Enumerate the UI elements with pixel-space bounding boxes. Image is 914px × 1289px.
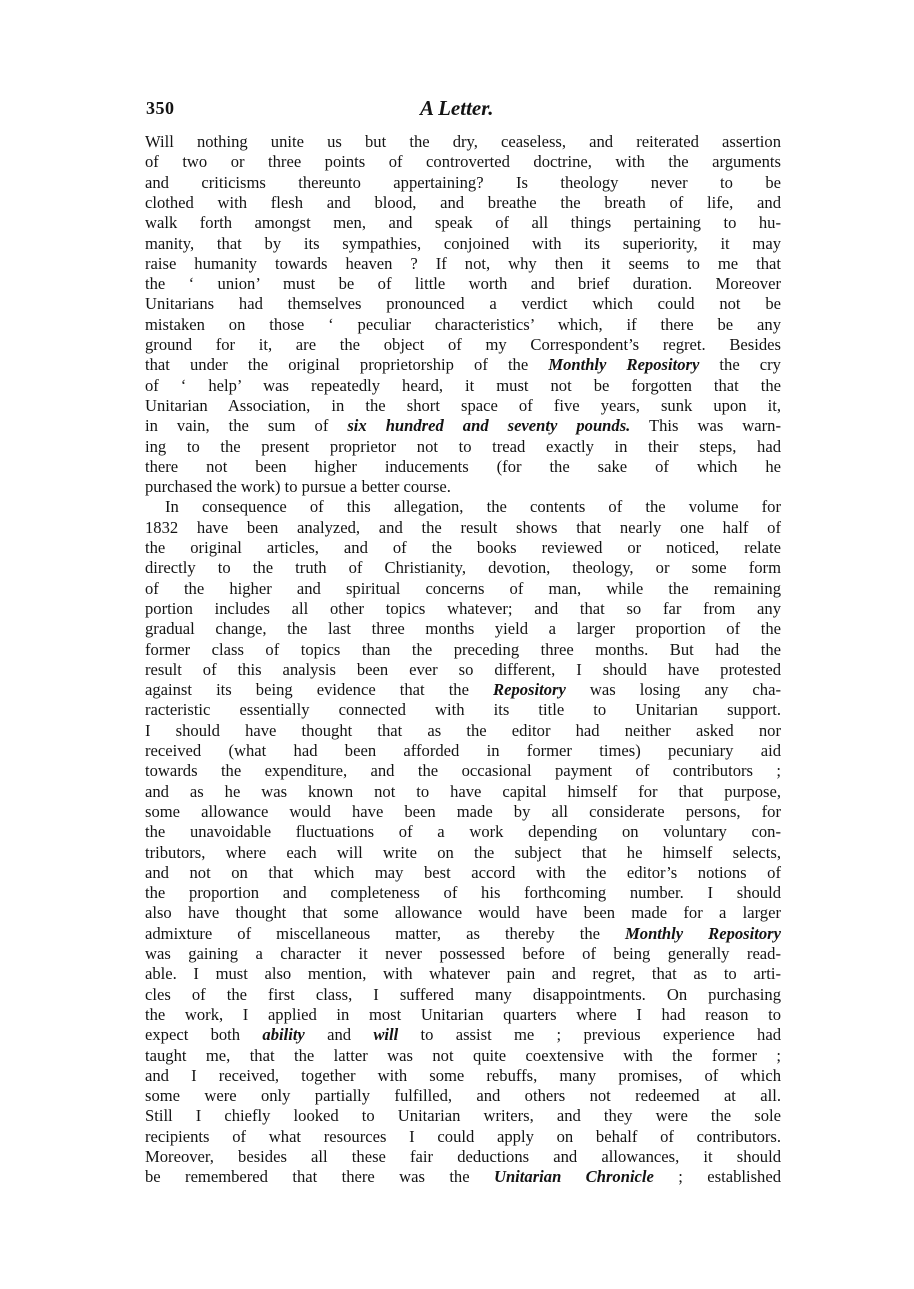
text-segment: some were only partially fulfilled, and others not redeemed at all.	[145, 1086, 781, 1106]
text-segment: This was warn-	[630, 416, 781, 436]
text-line	[145, 538, 781, 558]
text-line	[145, 274, 781, 294]
text-segment: of two or three points of controverted doctrine, with the arguments	[145, 152, 781, 172]
text-segment: and criticisms thereunto appertaining? Is theology never to be	[145, 172, 781, 192]
text-line	[145, 376, 781, 396]
italic-text: Monthly Repository	[548, 355, 700, 375]
text-line	[145, 761, 781, 781]
text-segment: that under the original proprietorship of the	[145, 355, 549, 375]
text-segment: to assist me ; previous experience had	[398, 1025, 781, 1045]
text-segment: racteristic essentially connected with its title to Unitarian support.	[145, 700, 781, 720]
text-line	[145, 700, 781, 720]
text-line	[145, 924, 781, 944]
text-segment: the original articles, and of the books reviewed or noticed, relate	[145, 538, 781, 557]
text-line	[145, 1005, 781, 1025]
text-segment: was losing any cha-	[565, 680, 781, 700]
text-line	[145, 497, 781, 517]
text-segment: gradual change, the last three months yield a larger proportion of the	[145, 619, 781, 639]
text-segment: walk forth amongst men, and speak of all things pertaining to hu-	[145, 213, 781, 233]
text-segment: raise humanity towards heaven ? If not, why then it seems to me that	[145, 253, 781, 273]
italic-text: six hundred and seventy pounds.	[347, 416, 631, 436]
text-line	[145, 254, 781, 274]
text-segment: purchased the work) to pursue a better course.	[145, 477, 451, 497]
text-line	[145, 335, 781, 355]
text-line	[145, 964, 781, 984]
text-segment: ing to the present proprietor not to tread exactly in their steps, had	[145, 436, 781, 456]
text-line	[145, 355, 781, 375]
text-line	[145, 193, 781, 213]
text-line	[145, 985, 781, 1005]
text-line	[145, 457, 781, 477]
text-segment: able. I must also mention, with whatever pain and regret, that as to arti-	[145, 964, 781, 984]
text-segment: received (what had been afforded in former times) pecuniary aid	[145, 741, 781, 760]
text-segment: some allowance would have been made by all considerate persons, for	[145, 801, 781, 821]
text-segment: directly to the truth of Christianity, devotion, theology, or some form	[145, 558, 781, 578]
text-segment: tributors, where each will write on the subject that he himself selects,	[145, 842, 781, 862]
italic-text: Monthly Repository	[625, 923, 781, 943]
text-segment: admixture of miscellaneous matter, as thereby the	[145, 923, 626, 943]
text-segment: 1832 have been analyzed, and the result shows that nearly one half of	[145, 517, 781, 537]
text-segment: Will nothing unite us but the dry, ceaseless, and reiterated assertion	[145, 132, 781, 151]
text-line	[145, 1147, 781, 1167]
text-segment: Unitarians had themselves pronounced a verdict which could not be	[145, 294, 781, 314]
text-line	[145, 152, 781, 172]
text-line	[145, 234, 781, 254]
text-line	[145, 213, 781, 233]
text-line	[145, 396, 781, 416]
text-line	[145, 741, 781, 761]
text-line	[145, 863, 781, 883]
text-segment: expect both	[145, 1025, 263, 1045]
text-segment: was gaining a character it never possessed before of being generally read-	[145, 944, 781, 963]
text-segment: Unitarian Association, in the short space of five years, sunk upon it,	[145, 395, 781, 415]
text-segment: also have thought that some allowance would have been made for a larger	[145, 903, 781, 923]
text-line	[145, 843, 781, 863]
text-line	[145, 640, 781, 660]
text-line	[145, 1046, 781, 1066]
text-segment: be remembered that there was the	[145, 1167, 494, 1187]
text-line	[145, 518, 781, 538]
text-line	[145, 132, 781, 152]
text-segment: manity, that by its sympathies, conjoined with its superiority, it may	[145, 233, 781, 253]
running-title: A Letter.	[420, 96, 494, 120]
page-number: 350	[146, 98, 175, 118]
text-segment: the ‘ union’ must be of little worth and brief duration. Moreover	[145, 274, 781, 294]
text-segment: Moreover, besides all these fair deductions and allowances, it should	[145, 1147, 781, 1166]
text-segment: towards the expenditure, and the occasional payment of contributors ;	[145, 761, 781, 781]
text-line	[145, 1127, 781, 1147]
text-segment: there not been higher inducements (for the sake of which he	[145, 456, 781, 476]
text-segment: ; established	[653, 1167, 782, 1187]
text-segment: result of this analysis been ever so different, I should have protested	[145, 659, 781, 679]
text-segment: in vain, the sum of	[145, 416, 348, 436]
text-line	[145, 660, 781, 680]
italic-text: ability	[262, 1025, 305, 1045]
text-segment: and not on that which may best accord with the editor’s notions of	[145, 862, 781, 882]
text-segment: I should have thought that as the editor had neither asked nor	[145, 720, 781, 740]
text-segment: recipients of what resources I could apply on behalf of contributors.	[145, 1126, 781, 1146]
text-line	[145, 1025, 781, 1045]
text-segment: and	[304, 1025, 374, 1045]
text-segment: cles of the first class, I suffered many disappointments. On purchasing	[145, 984, 781, 1004]
text-segment: the proportion and completeness of his forthcoming number. I should	[145, 883, 781, 903]
text-line	[145, 1086, 781, 1106]
text-segment: former class of topics than the preceding three months. But had the	[145, 639, 781, 659]
text-segment: taught me, that the latter was not quite coextensive with the former ;	[145, 1045, 781, 1065]
text-line	[145, 315, 781, 335]
text-line	[145, 1106, 781, 1126]
text-segment: Still I chiefly looked to Unitarian writers, and they were the sole	[145, 1106, 781, 1126]
text-line	[145, 579, 781, 599]
text-line	[145, 558, 781, 578]
text-line	[145, 903, 781, 923]
text-segment: and as he was known not to have capital himself for that purpose,	[145, 781, 781, 801]
text-line	[145, 680, 781, 700]
text-line	[145, 822, 781, 842]
text-segment: and I received, together with some rebuffs, many promises, of which	[145, 1065, 781, 1085]
text-line	[145, 619, 781, 639]
text-line	[145, 721, 781, 741]
text-segment: clothed with flesh and blood, and breathe the breath of life, and	[145, 192, 781, 212]
italic-text: will	[373, 1025, 399, 1045]
text-segment: of ‘ help’ was repeatedly heard, it must not be forgotten that the	[145, 375, 781, 395]
text-segment: mistaken on those ‘ peculiar characteristics’ which, if there be any	[145, 314, 781, 334]
text-line	[145, 599, 781, 619]
text-line	[145, 437, 781, 457]
text-line	[145, 477, 781, 497]
text-segment: portion includes all other topics whatever; and that so far from any	[145, 598, 781, 618]
italic-text: Repository	[493, 680, 566, 700]
text-segment: In consequence of this allegation, the contents of the volume for	[165, 497, 781, 517]
text-line	[145, 802, 781, 822]
text-line	[145, 294, 781, 314]
text-segment: ground for it, are the object of my Correspondent’s regret. Besides	[145, 335, 781, 354]
text-line	[145, 883, 781, 903]
text-line	[145, 782, 781, 802]
italic-text: Unitarian Chronicle	[493, 1167, 654, 1187]
text-segment: against its being evidence that the	[145, 680, 494, 700]
text-segment: of the higher and spiritual concerns of man, while the remaining	[145, 578, 781, 598]
text-segment: the unavoidable fluctuations of a work depending on voluntary con-	[145, 822, 781, 842]
text-line	[145, 1167, 781, 1187]
text-segment: the work, I applied in most Unitarian quarters where I had reason to	[145, 1004, 781, 1024]
text-line	[145, 1066, 781, 1086]
text-line	[145, 944, 781, 964]
text-line	[145, 173, 781, 193]
text-segment: the cry	[699, 355, 781, 375]
text-line	[145, 416, 781, 436]
